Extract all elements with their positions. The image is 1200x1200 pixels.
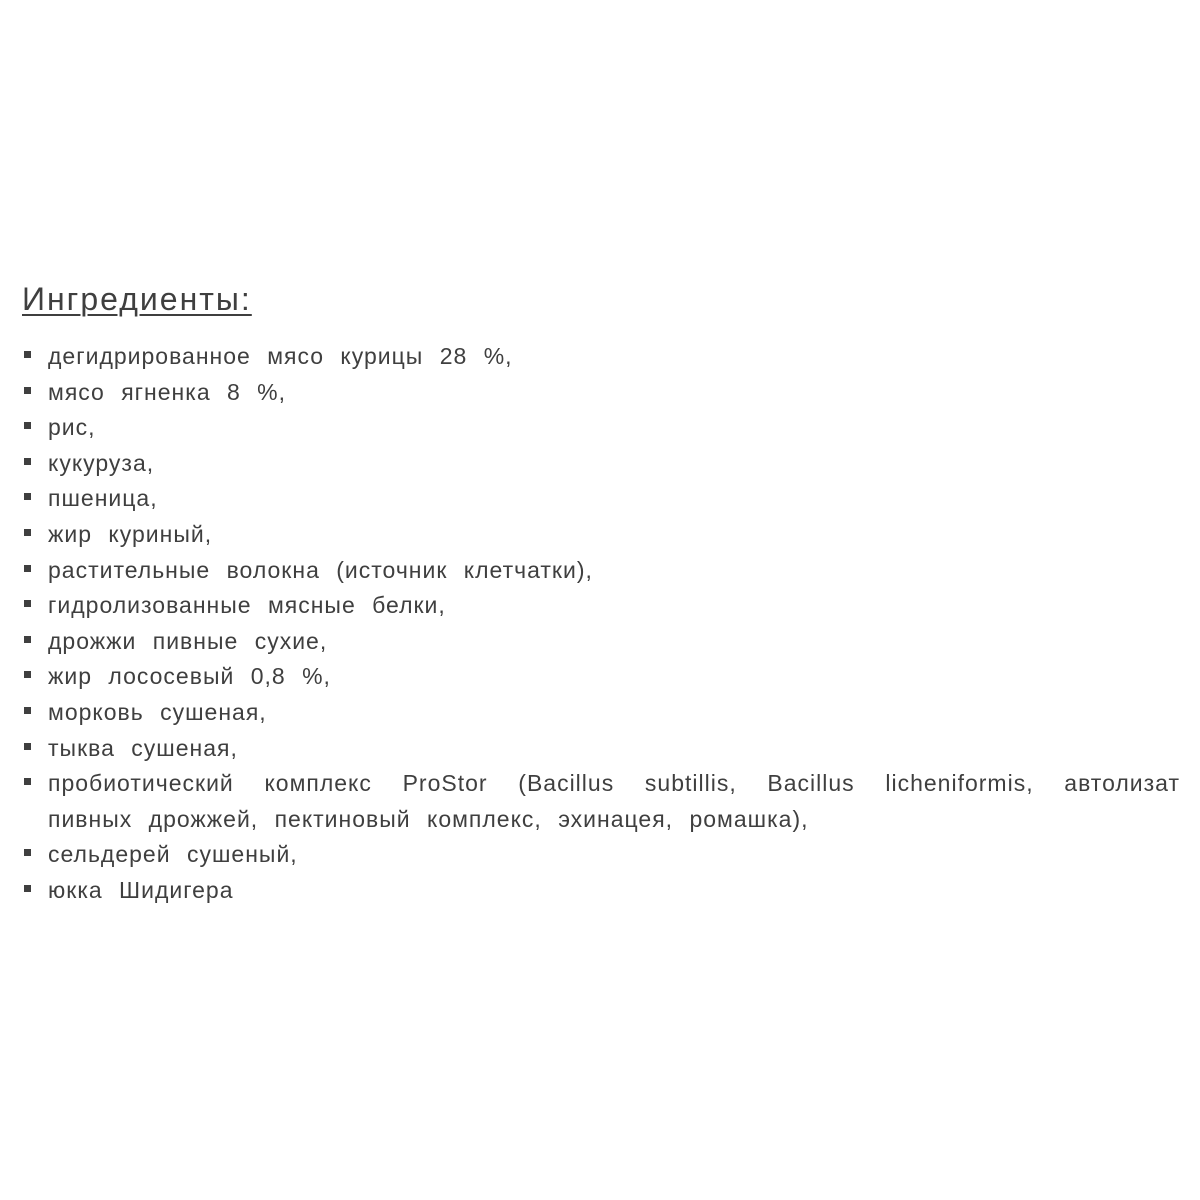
- square-bullet-icon: [24, 743, 31, 750]
- square-bullet-icon: [24, 849, 31, 856]
- square-bullet-icon: [24, 778, 31, 785]
- ingredient-text: жир лососевый 0,8 %,: [48, 663, 331, 690]
- ingredient-text: дегидрированное мясо курицы 28 %,: [48, 343, 513, 369]
- ingredient-text: пробиотический комплекс ProStor (Bacillus subtillis, Bacillus licheniformis, автолизат пивных дрожжей, пектиновый комплекс, эхинацея, ромашка),: [48, 770, 1180, 832]
- ingredient-text: юкка Шидигера: [48, 876, 234, 903]
- page-title: Ингредиенты:: [22, 281, 252, 317]
- ingredient-item: [22, 517, 1180, 553]
- square-bullet-icon: [24, 351, 31, 358]
- ingredient-text: сельдерей сушеный,: [48, 841, 298, 868]
- ingredient-item: [22, 659, 1180, 695]
- ingredient-item: [22, 731, 1180, 767]
- ingredient-text: растительные волокна (источник клетчатки),: [48, 556, 593, 583]
- ingredient-text: мясо ягненка 8 %,: [48, 378, 287, 405]
- ingredient-item: [22, 446, 1180, 482]
- ingredient-text: рис,: [48, 414, 96, 441]
- ingredients-list: [22, 339, 1180, 909]
- square-bullet-icon: [24, 885, 31, 892]
- square-bullet-icon: [24, 458, 31, 465]
- ingredient-item: [22, 837, 1180, 873]
- ingredient-item: [22, 410, 1180, 446]
- square-bullet-icon: [24, 600, 31, 607]
- square-bullet-icon: [24, 565, 31, 572]
- square-bullet-icon: [24, 529, 31, 536]
- ingredient-text: кукуруза,: [48, 449, 155, 476]
- ingredient-item: [22, 481, 1180, 517]
- ingredient-item: [22, 695, 1180, 731]
- ingredient-item: [22, 624, 1180, 660]
- square-bullet-icon: [24, 671, 31, 678]
- ingredient-text: жир куриный,: [48, 520, 213, 547]
- ingredient-item: [22, 873, 1180, 909]
- ingredient-text: дрожжи пивные сухие,: [48, 627, 328, 654]
- square-bullet-icon: [24, 636, 31, 643]
- square-bullet-icon: [24, 707, 31, 714]
- ingredient-item: [22, 553, 1180, 589]
- ingredient-item: [22, 588, 1180, 624]
- ingredient-text: морковь сушеная,: [48, 698, 267, 725]
- square-bullet-icon: [24, 422, 31, 429]
- ingredient-text: тыква сушеная,: [48, 734, 238, 761]
- square-bullet-icon: [24, 387, 31, 394]
- ingredient-item: [22, 375, 1180, 411]
- ingredient-text: пшеница,: [48, 485, 158, 512]
- ingredient-item: [22, 766, 1180, 837]
- ingredient-item: [22, 339, 1180, 375]
- ingredient-text: гидролизованные мясные белки,: [48, 592, 446, 619]
- square-bullet-icon: [24, 493, 31, 500]
